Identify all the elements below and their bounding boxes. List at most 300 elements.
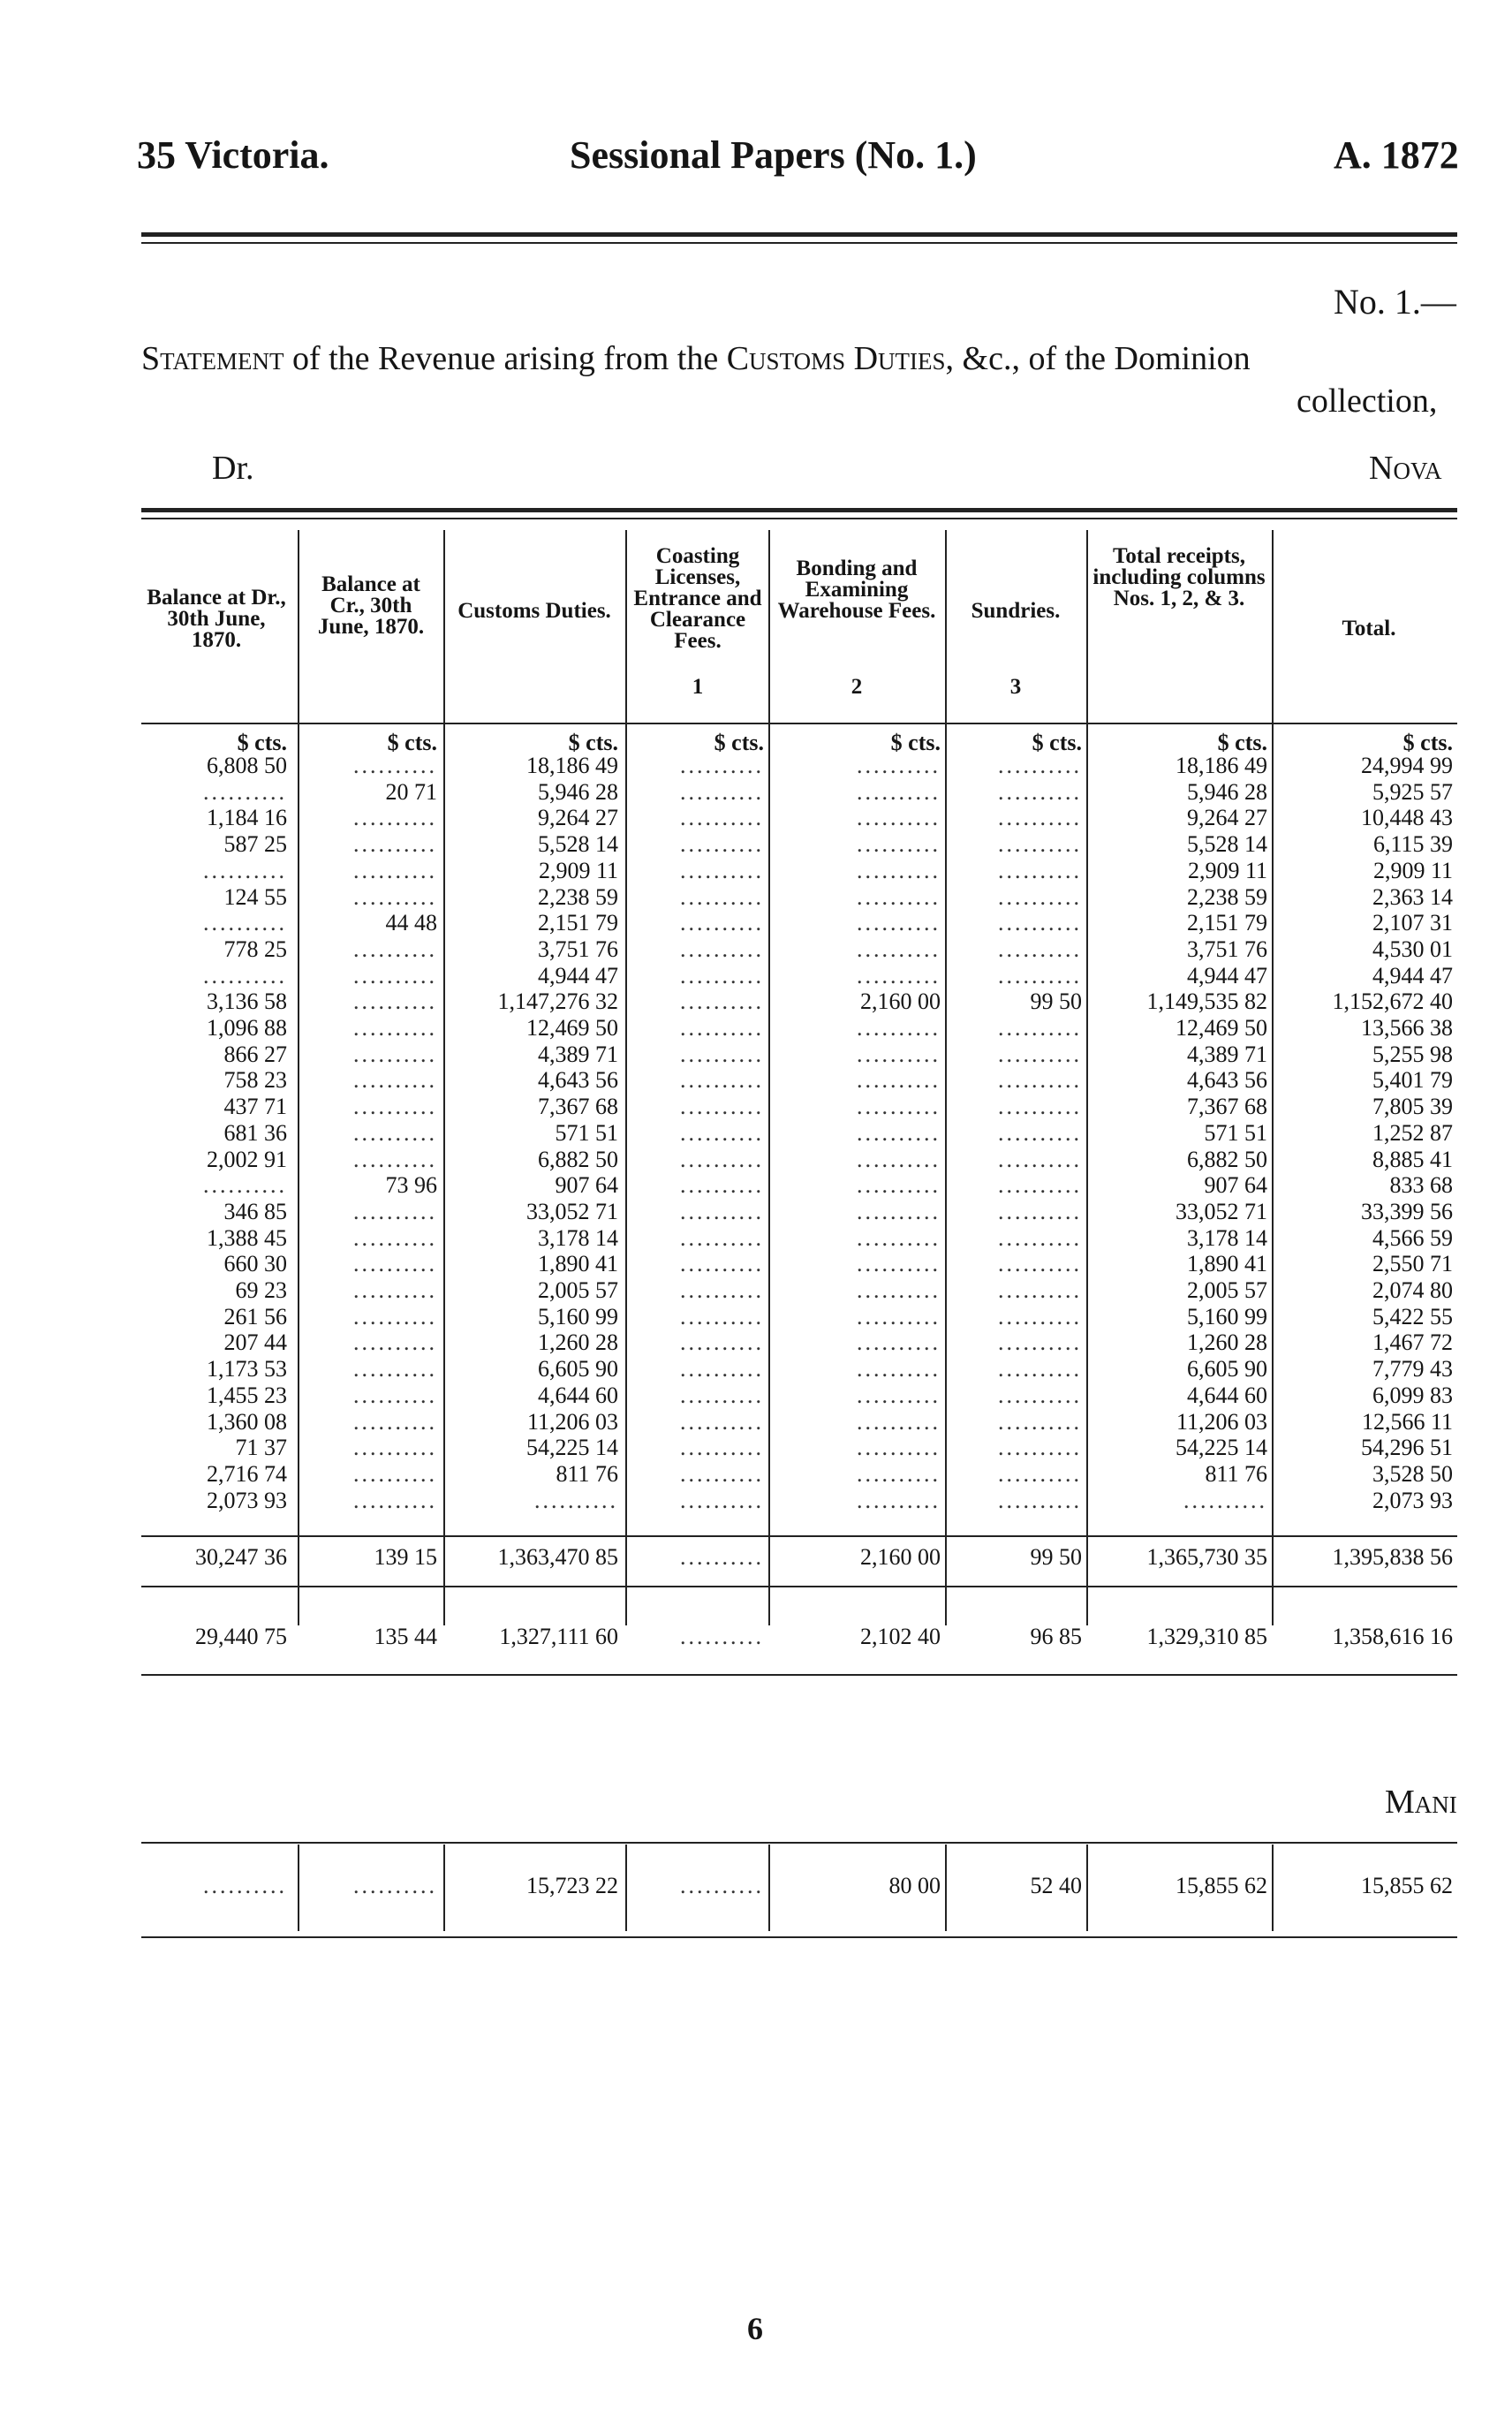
cell-total: 54,296 51 (1361, 1435, 1453, 1461)
statement-lead: Statement (141, 340, 284, 377)
cell-coasting: .......... (680, 1067, 764, 1094)
cell-bonding: .......... (857, 962, 941, 989)
cell-coasting: .......... (680, 1277, 764, 1303)
cell-bonding: 2,160 00 (860, 989, 941, 1015)
cell-total_receipts: 6,605 90 (1187, 1356, 1267, 1382)
cell-bonding: .......... (857, 1460, 941, 1487)
cell-customs: 2,909 11 (538, 857, 618, 883)
cell-total: 5,401 79 (1372, 1067, 1453, 1094)
cell-balance_dr: 1,388 45 (207, 1224, 287, 1251)
col-divider-5 (945, 530, 947, 1625)
cell-balance_cr: .......... (353, 1329, 437, 1356)
cell-total: 1,467 72 (1372, 1329, 1453, 1356)
cell-sundries: .......... (998, 1224, 1082, 1251)
cell-coasting: .......... (680, 1094, 764, 1120)
cell-customs: 18,186 49 (526, 753, 618, 778)
col-header-coasting-num: 1 (692, 675, 704, 699)
cell-sundries: .......... (998, 1356, 1082, 1382)
province-nova: Nova (1369, 450, 1442, 487)
cell-customs: 1,363,470 85 (497, 1544, 618, 1570)
cell-sundries: .......... (998, 1146, 1082, 1172)
cell-total_receipts: 3,178 14 (1187, 1224, 1267, 1251)
cell-balance_dr: 207 44 (223, 1329, 287, 1356)
cell-total_receipts: 5,160 99 (1187, 1303, 1267, 1329)
cell-total: 24,994 99 (1361, 753, 1453, 778)
cell-coasting: .......... (680, 910, 764, 936)
mani-divider-1 (298, 1845, 299, 1931)
cell-total_receipts: 811 76 (1205, 1460, 1267, 1487)
cell-coasting: .......... (680, 1041, 764, 1067)
cell-customs: 9,264 27 (538, 805, 618, 831)
cell-coasting: .......... (680, 1408, 764, 1435)
cell-total: 5,925 57 (1372, 778, 1453, 805)
cell-bonding: .......... (857, 753, 941, 778)
header-rule-1 (141, 232, 1457, 237)
cell-customs: 5,160 99 (538, 1303, 618, 1329)
cell-bonding: .......... (857, 1198, 941, 1224)
cell-coasting: .......... (680, 1487, 764, 1513)
cell-bonding: .......... (857, 1329, 941, 1356)
mani-top-rule (141, 1842, 1457, 1844)
cell-total_receipts: 571 51 (1204, 1119, 1267, 1146)
cell-sundries: 99 50 (1030, 1544, 1082, 1570)
cell-bonding: .......... (857, 778, 941, 805)
cell-bonding: 2,160 00 (860, 1544, 941, 1570)
cell-total_receipts: 4,643 56 (1187, 1067, 1267, 1094)
cell-balance_dr: 124 55 (223, 883, 287, 910)
cell-sundries: .......... (998, 1067, 1082, 1094)
header-rule-2 (141, 242, 1457, 244)
cell-customs: 4,644 60 (538, 1382, 618, 1408)
cell-total: 1,152,672 40 (1332, 989, 1453, 1015)
cell-coasting: .......... (680, 1146, 764, 1172)
cell-sundries: .......... (998, 831, 1082, 858)
cell-bonding: .......... (857, 1224, 941, 1251)
cell-customs: 2,005 57 (538, 1277, 618, 1303)
cell-balance_cr: .......... (353, 1198, 437, 1224)
cell-balance_dr: .......... (203, 1172, 287, 1199)
cell-total_receipts: 2,151 79 (1187, 910, 1267, 936)
cell-balance_dr: 681 36 (223, 1119, 287, 1146)
cell-balance_cr: .......... (353, 962, 437, 989)
cell-total_receipts: 2,238 59 (1187, 883, 1267, 910)
cell-total: 33,399 56 (1361, 1198, 1453, 1224)
cell-total: 4,944 47 (1372, 962, 1453, 989)
cell-balance_cr: .......... (353, 1382, 437, 1408)
cell-balance_dr: 29,440 75 (195, 1624, 287, 1649)
side-dr: Dr. (212, 450, 254, 487)
cell-bonding: .......... (857, 1015, 941, 1041)
cell-balance_dr: 30,247 36 (195, 1544, 287, 1570)
cell-total_receipts: 11,206 03 (1176, 1408, 1267, 1435)
cell-sundries: .......... (998, 753, 1082, 778)
province-mani: Mani (1385, 1784, 1457, 1821)
col-divider-4 (768, 530, 770, 1625)
col-divider-3 (625, 530, 627, 1625)
cell-balance_dr: .......... (203, 857, 287, 883)
unit-coasting: $ cts. (714, 730, 764, 755)
cell-customs: 3,178 14 (538, 1224, 618, 1251)
cell-coasting: .......... (680, 1873, 764, 1898)
cell-balance_cr: .......... (353, 805, 437, 831)
cell-total_receipts: 4,644 60 (1187, 1382, 1267, 1408)
cell-total: 12,566 11 (1361, 1408, 1453, 1435)
cell-balance_cr: .......... (353, 989, 437, 1015)
cell-balance_cr: .......... (353, 936, 437, 962)
cell-balance_cr: 44 48 (385, 910, 437, 936)
col-header-bonding: Bonding and Examining Warehouse Fees. (777, 557, 936, 623)
header-right: A. 1872 (1334, 133, 1459, 177)
header-bottom-rule (141, 723, 1457, 724)
cell-customs: 5,946 28 (538, 778, 618, 805)
cell-customs: 11,206 03 (526, 1408, 618, 1435)
cell-total: 2,909 11 (1372, 857, 1453, 883)
cell-total: 7,779 43 (1372, 1356, 1453, 1382)
cell-total_receipts: 7,367 68 (1187, 1094, 1267, 1120)
cell-coasting: .......... (680, 1119, 764, 1146)
cell-bonding: .......... (857, 857, 941, 883)
col-header-coasting: Coasting Licenses, Entrance and Clearance Fees. (633, 544, 762, 653)
table-top-rule-1 (141, 508, 1457, 512)
mani-divider-4 (768, 1845, 770, 1931)
cell-customs: 571 51 (555, 1119, 618, 1146)
cell-bonding: 2,102 40 (860, 1624, 941, 1649)
cell-total_receipts: 15,855 62 (1176, 1873, 1267, 1898)
cell-total_receipts: .......... (1183, 1487, 1267, 1513)
cell-total_receipts: 9,264 27 (1187, 805, 1267, 831)
cell-total_receipts: 18,186 49 (1176, 753, 1267, 778)
statement-mid2: , &c., of the Dominion (945, 340, 1251, 377)
col-header-bonding-num: 2 (850, 675, 863, 699)
cell-customs: 5,528 14 (538, 831, 618, 858)
cell-coasting: .......... (680, 883, 764, 910)
cell-balance_cr: .......... (353, 1119, 437, 1146)
cell-balance_cr: .......... (353, 1277, 437, 1303)
col-divider-2 (443, 530, 445, 1625)
cell-coasting: .......... (680, 1198, 764, 1224)
cell-bonding: .......... (857, 1094, 941, 1120)
cell-bonding: .......... (857, 1277, 941, 1303)
col-divider-7 (1272, 530, 1274, 1625)
cell-customs: 1,147,276 32 (497, 989, 618, 1015)
cell-coasting: .......... (680, 1382, 764, 1408)
cell-coasting: .......... (680, 857, 764, 883)
cell-coasting: .......... (680, 1544, 764, 1570)
mani-bottom-rule (141, 1936, 1457, 1938)
cell-balance_cr: .......... (353, 753, 437, 778)
cell-bonding: .......... (857, 1487, 941, 1513)
col-header-total-receipts: Total receipts, including columns Nos. 1, 2, & 3. (1092, 544, 1266, 610)
cell-bonding: .......... (857, 1067, 941, 1094)
cell-total_receipts: 907 64 (1204, 1172, 1267, 1199)
cell-coasting: .......... (680, 989, 764, 1015)
cell-sundries: .......... (998, 1015, 1082, 1041)
cell-coasting: .......... (680, 1460, 764, 1487)
cell-bonding: .......... (857, 1303, 941, 1329)
cell-customs: 907 64 (555, 1172, 618, 1199)
col-header-total: Total. (1342, 617, 1396, 640)
cell-balance_cr: .......... (353, 1356, 437, 1382)
cell-coasting: .......... (680, 753, 764, 778)
cell-total_receipts: 2,909 11 (1187, 857, 1267, 883)
cell-coasting: .......... (680, 831, 764, 858)
cell-sundries: .......... (998, 1435, 1082, 1461)
totals-mid-rule (141, 1586, 1457, 1587)
cell-customs: 54,225 14 (526, 1435, 618, 1461)
cell-total: 4,566 59 (1372, 1224, 1453, 1251)
cell-balance_cr: .......... (353, 1067, 437, 1094)
cell-coasting: .......... (680, 962, 764, 989)
cell-coasting: .......... (680, 1015, 764, 1041)
cell-total_receipts: 5,946 28 (1187, 778, 1267, 805)
cell-sundries: .......... (998, 1119, 1082, 1146)
cell-customs: 3,751 76 (538, 936, 618, 962)
cell-coasting: .......... (680, 936, 764, 962)
cell-total: 10,448 43 (1361, 805, 1453, 831)
cell-balance_dr: .......... (203, 962, 287, 989)
col-header-customs: Customs Duties. (457, 599, 611, 623)
cell-total: 7,805 39 (1372, 1094, 1453, 1120)
cell-coasting: .......... (680, 1329, 764, 1356)
cell-total: 2,073 93 (1372, 1487, 1453, 1513)
cell-balance_cr: 139 15 (374, 1544, 437, 1570)
doc-number: No. 1.— (1334, 282, 1456, 322)
cell-coasting: .......... (680, 1303, 764, 1329)
cell-total: 4,530 01 (1372, 936, 1453, 962)
col-header-sundries-num: 3 (1009, 675, 1022, 699)
cell-sundries: .......... (998, 1251, 1082, 1277)
cell-balance_cr: .......... (353, 857, 437, 883)
cell-sundries: .......... (998, 962, 1082, 989)
cell-coasting: .......... (680, 1356, 764, 1382)
cell-bonding: .......... (857, 936, 941, 962)
cell-total: 13,566 38 (1361, 1015, 1453, 1041)
cell-sundries: .......... (998, 883, 1082, 910)
table-bottom-rule (141, 1674, 1457, 1676)
cell-sundries: .......... (998, 1408, 1082, 1435)
col-header-balance-dr: Balance at Dr., 30th June, 1870. (147, 586, 286, 652)
unit-balance-dr: $ cts. (237, 730, 287, 755)
cell-bonding: .......... (857, 1435, 941, 1461)
cell-total_receipts: 54,225 14 (1176, 1435, 1267, 1461)
cell-coasting: .......... (680, 1251, 764, 1277)
cell-customs: 2,151 79 (538, 910, 618, 936)
cell-total: 5,255 98 (1372, 1041, 1453, 1067)
cell-total_receipts: 1,890 41 (1187, 1251, 1267, 1277)
cell-sundries: .......... (998, 1382, 1082, 1408)
table-top-rule-2 (141, 518, 1457, 519)
cell-balance_cr: .......... (353, 1251, 437, 1277)
mani-divider-3 (625, 1845, 627, 1931)
cell-balance_cr: .......... (353, 1435, 437, 1461)
cell-sundries: .......... (998, 910, 1082, 936)
cell-total: 833 68 (1389, 1172, 1453, 1199)
cell-balance_cr: .......... (353, 1224, 437, 1251)
cell-customs: 6,605 90 (538, 1356, 618, 1382)
unit-total: $ cts. (1402, 730, 1453, 755)
cell-sundries: .......... (998, 1329, 1082, 1356)
cell-customs: 7,367 68 (538, 1094, 618, 1120)
col-divider-1 (298, 530, 299, 1625)
cell-sundries: .......... (998, 1303, 1082, 1329)
cell-total_receipts: 5,528 14 (1187, 831, 1267, 858)
cell-customs: 4,389 71 (538, 1041, 618, 1067)
cell-balance_dr: .......... (203, 1873, 287, 1898)
cell-balance_cr: 20 71 (385, 778, 437, 805)
cell-balance_dr: 6,808 50 (207, 753, 287, 778)
cell-customs: .......... (534, 1487, 618, 1513)
cell-total: 2,550 71 (1372, 1251, 1453, 1277)
statement-mid1: of the Revenue arising from the (284, 340, 727, 377)
header-center: Sessional Papers (No. 1.) (570, 133, 977, 177)
cell-bonding: 80 00 (888, 1873, 941, 1898)
cell-customs: 6,882 50 (538, 1146, 618, 1172)
cell-coasting: .......... (680, 1624, 764, 1649)
cell-coasting: .......... (680, 1224, 764, 1251)
cell-customs: 1,260 28 (538, 1329, 618, 1356)
cell-customs: 811 76 (556, 1460, 618, 1487)
cell-customs: 33,052 71 (526, 1198, 618, 1224)
cell-balance_dr: 2,002 91 (207, 1146, 287, 1172)
cell-total_receipts: 12,469 50 (1176, 1015, 1267, 1041)
col-header-balance-cr: Balance at Cr., 30th June, 1870. (317, 572, 425, 639)
cell-total_receipts: 1,365,730 35 (1146, 1544, 1267, 1570)
cell-bonding: .......... (857, 910, 941, 936)
cell-total_receipts: 1,260 28 (1187, 1329, 1267, 1356)
statement-continuation: collection, (1297, 383, 1438, 420)
cell-bonding: .......... (857, 1408, 941, 1435)
cell-balance_dr: 346 85 (223, 1198, 287, 1224)
cell-balance_cr: .......... (353, 1094, 437, 1120)
cell-balance_dr: 261 56 (223, 1303, 287, 1329)
cell-customs: 1,327,111 60 (499, 1624, 618, 1649)
mani-divider-7 (1272, 1845, 1274, 1931)
cell-balance_dr: 2,073 93 (207, 1487, 287, 1513)
cell-balance_cr: .......... (353, 883, 437, 910)
statement-title (141, 339, 1251, 378)
cell-balance_cr: 73 96 (385, 1172, 437, 1199)
cell-bonding: .......... (857, 1041, 941, 1067)
cell-balance_dr: 778 25 (223, 936, 287, 962)
cell-sundries: .......... (998, 857, 1082, 883)
cell-sundries: 99 50 (1030, 989, 1082, 1015)
cell-sundries: .......... (998, 936, 1082, 962)
unit-bonding: $ cts. (890, 730, 941, 755)
cell-bonding: .......... (857, 1146, 941, 1172)
cell-coasting: .......... (680, 805, 764, 831)
cell-total: 1,395,838 56 (1332, 1544, 1453, 1570)
cell-balance_cr: .......... (353, 831, 437, 858)
col-divider-6 (1086, 530, 1088, 1625)
cell-bonding: .......... (857, 1251, 941, 1277)
cell-total_receipts: 4,944 47 (1187, 962, 1267, 989)
cell-balance_dr: 2,716 74 (207, 1460, 287, 1487)
unit-sundries: $ cts. (1032, 730, 1082, 755)
cell-balance_dr: 1,173 53 (207, 1356, 287, 1382)
cell-balance_cr: .......... (353, 1015, 437, 1041)
cell-customs: 15,723 22 (526, 1873, 618, 1898)
cell-balance_dr: 866 27 (223, 1041, 287, 1067)
cell-bonding: .......... (857, 805, 941, 831)
cell-balance_dr: 69 23 (235, 1277, 287, 1303)
cell-total_receipts: 33,052 71 (1176, 1198, 1267, 1224)
cell-sundries: .......... (998, 805, 1082, 831)
unit-total-receipts: $ cts. (1217, 730, 1267, 755)
cell-total: 6,115 39 (1372, 831, 1453, 858)
cell-balance_dr: 1,096 88 (207, 1015, 287, 1041)
cell-total: 2,074 80 (1372, 1277, 1453, 1303)
cell-balance_dr: 587 25 (223, 831, 287, 858)
cell-total_receipts: 6,882 50 (1187, 1146, 1267, 1172)
cell-balance_dr: 1,184 16 (207, 805, 287, 831)
cell-coasting: .......... (680, 1172, 764, 1199)
cell-balance_cr: .......... (353, 1460, 437, 1487)
cell-total: 2,363 14 (1372, 883, 1453, 910)
cell-total: 3,528 50 (1372, 1460, 1453, 1487)
cell-balance_dr: 660 30 (223, 1251, 287, 1277)
totals-top-rule (141, 1535, 1457, 1537)
cell-bonding: .......... (857, 1356, 941, 1382)
cell-balance_dr: .......... (203, 910, 287, 936)
statement-customs: Customs Duties (726, 340, 946, 377)
cell-balance_cr: .......... (353, 1041, 437, 1067)
mani-divider-6 (1086, 1845, 1088, 1931)
cell-customs: 2,238 59 (538, 883, 618, 910)
cell-customs: 1,890 41 (538, 1251, 618, 1277)
cell-total: 1,252 87 (1372, 1119, 1453, 1146)
cell-balance_cr: .......... (353, 1146, 437, 1172)
cell-total: 1,358,616 16 (1332, 1624, 1453, 1649)
page-number: 6 (747, 2311, 763, 2346)
cell-total_receipts: 3,751 76 (1187, 936, 1267, 962)
cell-balance_dr: 1,360 08 (207, 1408, 287, 1435)
cell-sundries: .......... (998, 1094, 1082, 1120)
cell-balance_cr: .......... (353, 1487, 437, 1513)
cell-customs: 4,944 47 (538, 962, 618, 989)
cell-sundries: .......... (998, 1198, 1082, 1224)
cell-sundries: .......... (998, 1460, 1082, 1487)
cell-balance_cr: .......... (353, 1873, 437, 1898)
cell-bonding: .......... (857, 1172, 941, 1199)
cell-total: 15,855 62 (1361, 1873, 1453, 1898)
cell-total: 8,885 41 (1372, 1146, 1453, 1172)
cell-balance_dr: 437 71 (223, 1094, 287, 1120)
cell-balance_dr: 758 23 (223, 1067, 287, 1094)
cell-coasting: .......... (680, 778, 764, 805)
cell-sundries: .......... (998, 778, 1082, 805)
cell-customs: 12,469 50 (526, 1015, 618, 1041)
cell-total_receipts: 1,329,310 85 (1146, 1624, 1267, 1649)
cell-bonding: .......... (857, 831, 941, 858)
cell-balance_dr: .......... (203, 778, 287, 805)
cell-coasting: .......... (680, 1435, 764, 1461)
cell-sundries: .......... (998, 1041, 1082, 1067)
cell-balance_cr: .......... (353, 1303, 437, 1329)
cell-total_receipts: 4,389 71 (1187, 1041, 1267, 1067)
cell-bonding: .......... (857, 1119, 941, 1146)
mani-divider-2 (443, 1845, 445, 1931)
cell-bonding: .......... (857, 1382, 941, 1408)
col-header-sundries: Sundries. (971, 599, 1061, 623)
cell-customs: 4,643 56 (538, 1067, 618, 1094)
cell-total_receipts: 2,005 57 (1187, 1277, 1267, 1303)
cell-sundries: .......... (998, 1277, 1082, 1303)
cell-balance_dr: 3,136 58 (207, 989, 287, 1015)
cell-total: 2,107 31 (1372, 910, 1453, 936)
cell-total: 5,422 55 (1372, 1303, 1453, 1329)
cell-sundries: 52 40 (1030, 1873, 1082, 1898)
unit-customs: $ cts. (568, 730, 618, 755)
